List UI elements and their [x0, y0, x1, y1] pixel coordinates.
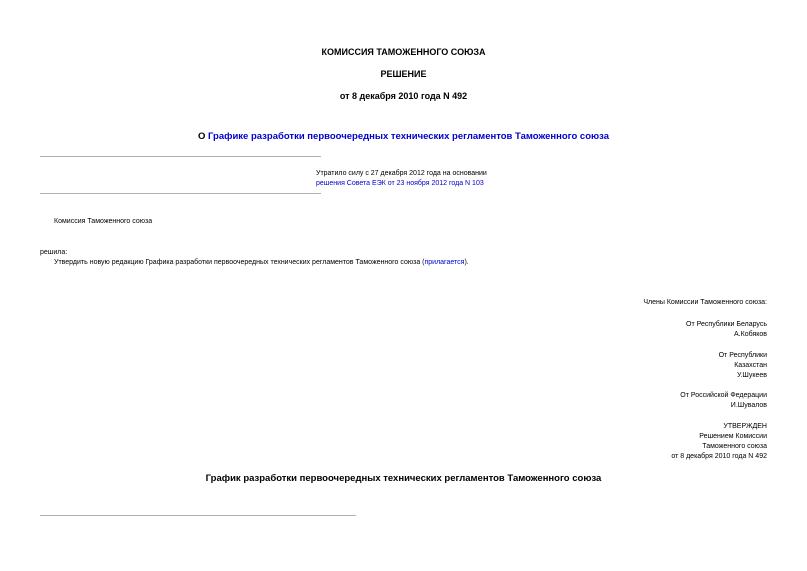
org-name: КОМИССИЯ ТАМОЖЕННОГО СОЮЗА — [321, 47, 486, 57]
members-heading: Члены Комиссии Таможенного союза: — [643, 299, 767, 306]
signature-kazakhstan-line2: Казахстан — [734, 362, 767, 369]
approval-line-3: Таможенного союза — [702, 443, 767, 450]
status-link[interactable]: решения Совета ЕЭК от 23 ноября 2012 года N 103 — [316, 180, 484, 187]
commission-text: Комиссия Таможенного союза — [54, 218, 153, 225]
decided-text: решила: — [40, 249, 68, 256]
signature-russia-name: И.Шувалов — [730, 402, 767, 409]
doc-type: РЕШЕНИЕ — [380, 69, 427, 79]
signature-kazakhstan-line1: От Республики — [718, 352, 767, 359]
signature-belarus — [686, 320, 767, 340]
document-title — [0, 131, 807, 142]
divider-schedule — [40, 515, 356, 516]
signature-belarus-name: А.Кобяков — [734, 331, 767, 338]
decision-item-text: Утвердить новую редакцию Графика разработки первоочередных технических регламентов Таможенного союза ( — [54, 259, 425, 266]
approval-line-1: УТВЕРЖДЕН — [723, 423, 767, 430]
divider-top — [40, 156, 321, 157]
approval-block — [671, 422, 767, 462]
divider-bottom — [40, 193, 321, 194]
signature-russia — [680, 391, 767, 411]
title-prefix: О — [198, 131, 209, 142]
decision-item — [54, 258, 469, 268]
signature-kazakhstan — [719, 351, 767, 381]
doc-date: от 8 декабря 2010 года N 492 — [339, 91, 468, 101]
status-text: Утратило силу с 27 декабря 2012 года на основании — [316, 170, 487, 177]
signature-russia-country: От Российской Федерации — [680, 392, 767, 399]
approval-line-2: Решением Комиссии — [699, 433, 767, 440]
attachment-link[interactable]: прилагается — [424, 259, 465, 266]
signature-belarus-country: От Республики Беларусь — [686, 321, 767, 328]
decision-item-end: ). — [464, 259, 469, 266]
signature-kazakhstan-name: У.Шукеев — [736, 372, 767, 379]
title-link[interactable]: Графике разработки первоочередных технических регламентов Таможенного союза — [208, 131, 609, 142]
schedule-title: График разработки первоочередных технических регламентов Таможенного союза — [205, 473, 602, 484]
approval-line-4: от 8 декабря 2010 года N 492 — [671, 453, 767, 460]
